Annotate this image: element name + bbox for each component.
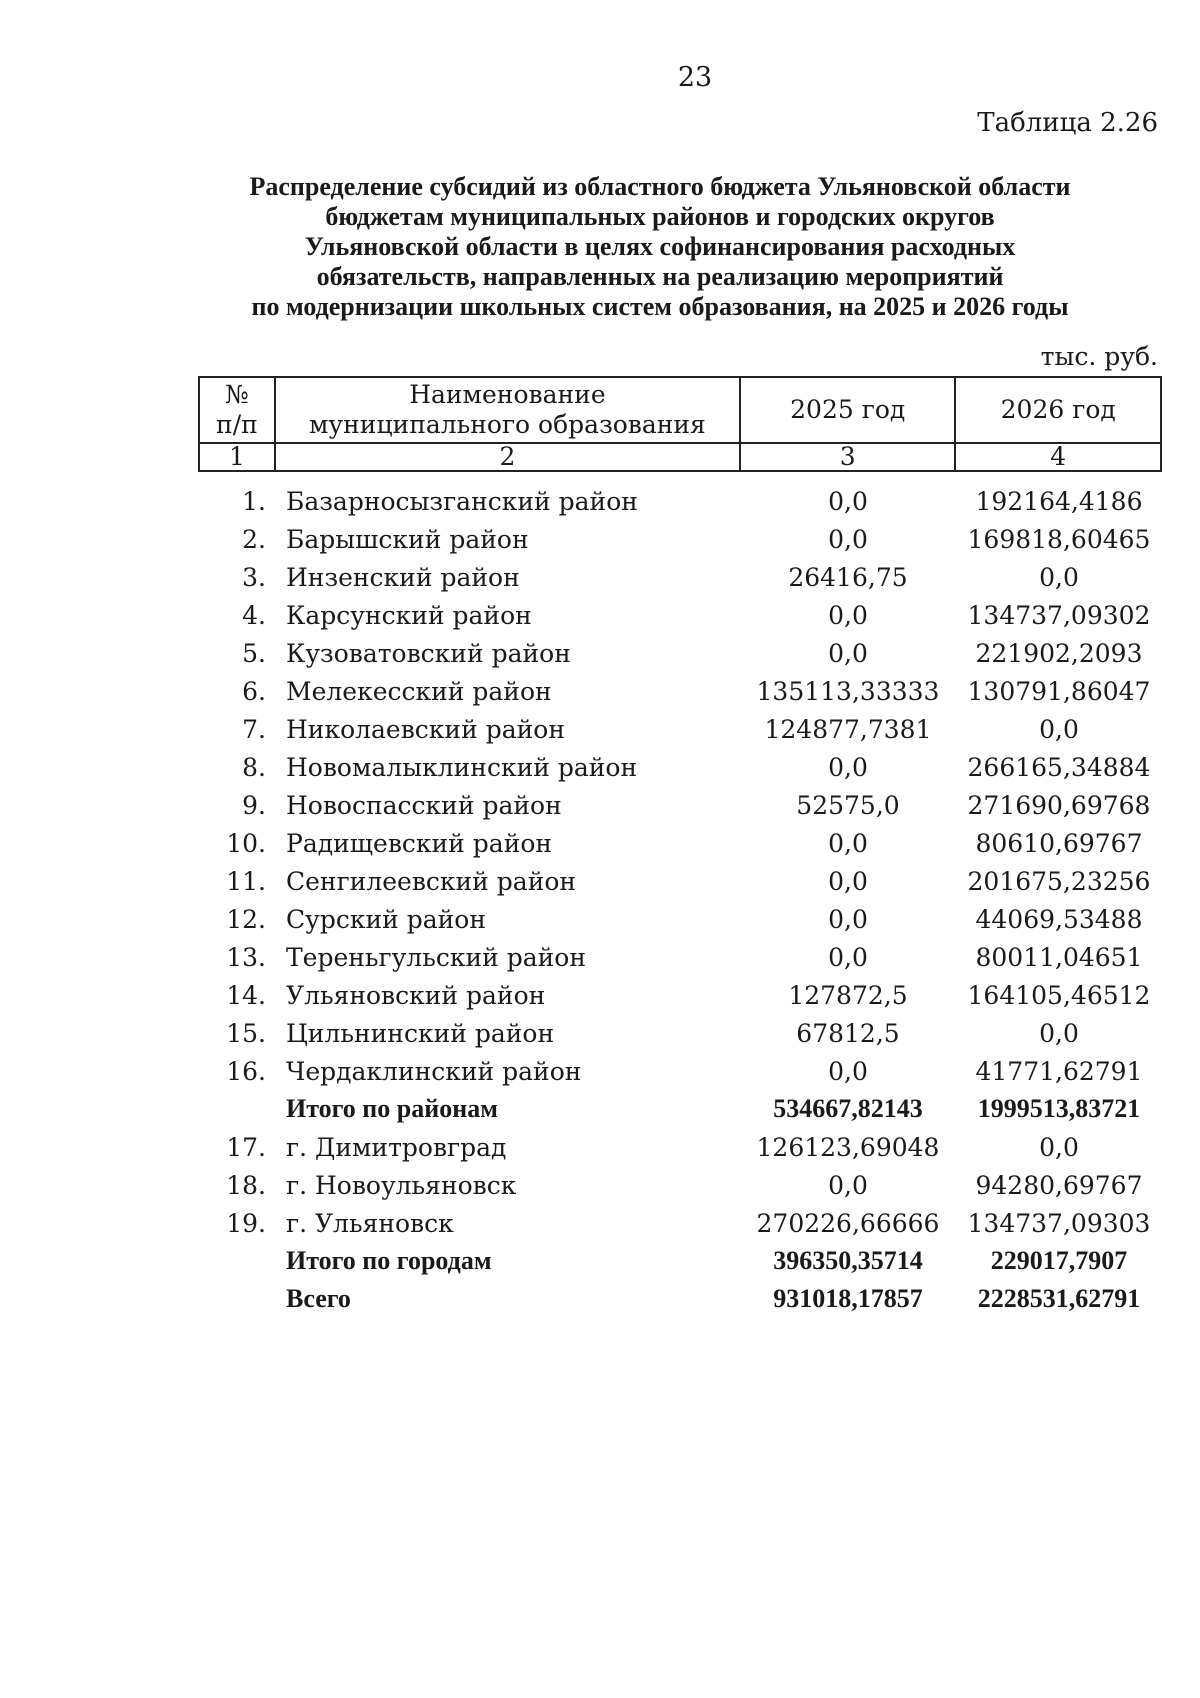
row-value-2026: 169818,60465 [967, 524, 1151, 554]
table-body [198, 482, 1162, 1318]
row-name: Тереньгульский район [286, 942, 587, 972]
table-row [198, 1128, 1162, 1166]
header-2025: 2025 год [740, 377, 955, 443]
row-name: г. Новоульяновск [286, 1170, 517, 1200]
row-number: 7. [242, 714, 266, 744]
table-row [198, 900, 1162, 938]
row-value-2025: 0,0 [828, 600, 868, 630]
table-row [198, 1014, 1162, 1052]
table-row [198, 786, 1162, 824]
row-name: Кузоватовский район [286, 638, 571, 668]
column-index: 2 [275, 443, 740, 471]
row-name: Новоспасский район [286, 790, 562, 820]
row-value-2026: 80610,69767 [975, 828, 1143, 858]
column-index: 3 [740, 443, 955, 471]
row-name: Всего [286, 1284, 351, 1313]
row-value-2026: 192164,4186 [975, 486, 1143, 516]
row-value-2026: 201675,23256 [967, 866, 1151, 896]
table-row [198, 1204, 1162, 1242]
row-number: 5. [242, 638, 266, 668]
header-2026: 2026 год [955, 377, 1161, 443]
row-value-2025: 67812,5 [796, 1018, 900, 1048]
row-value-2025: 396350,35714 [773, 1246, 923, 1275]
row-value-2025: 0,0 [828, 1056, 868, 1086]
row-value-2026: 0,0 [1039, 562, 1079, 592]
row-value-2025: 124877,7381 [764, 714, 932, 744]
table-row [198, 938, 1162, 976]
row-value-2026: 134737,09303 [967, 1208, 1151, 1238]
row-name: Базарносызганский район [286, 486, 638, 516]
row-value-2026: 221902,2093 [975, 638, 1143, 668]
table-row [198, 862, 1162, 900]
row-value-2026: 41771,62791 [975, 1056, 1143, 1086]
row-value-2025: 0,0 [828, 752, 868, 782]
table-row [198, 558, 1162, 596]
row-name: Карсунский район [286, 600, 532, 630]
table-row [198, 672, 1162, 710]
row-value-2025: 0,0 [828, 524, 868, 554]
row-value-2025: 26416,75 [788, 562, 908, 592]
row-value-2026: 80011,04651 [975, 942, 1143, 972]
row-value-2025: 534667,82143 [773, 1094, 923, 1123]
title-line: обязательств, направленных на реализацию мероприятий [316, 262, 1004, 291]
row-value-2025: 0,0 [828, 942, 868, 972]
row-value-2026: 130791,86047 [967, 676, 1151, 706]
row-number: 1. [242, 486, 266, 516]
row-value-2025: 0,0 [828, 828, 868, 858]
document-title [160, 172, 1160, 322]
column-index: 4 [955, 443, 1161, 471]
row-value-2026: 0,0 [1039, 1132, 1079, 1162]
row-value-2025: 0,0 [828, 638, 868, 668]
row-value-2025: 931018,17857 [773, 1284, 923, 1313]
page-number: 23 [677, 62, 713, 93]
total-row [198, 1280, 1162, 1318]
table-header [198, 376, 1162, 472]
table-row [198, 634, 1162, 672]
row-number: 19. [226, 1208, 266, 1238]
table-row [198, 1166, 1162, 1204]
row-number: 4. [242, 600, 266, 630]
table-row [198, 710, 1162, 748]
row-value-2026: 0,0 [1039, 1018, 1079, 1048]
row-value-2026: 1999513,83721 [977, 1094, 1141, 1123]
row-value-2026: 44069,53488 [975, 904, 1143, 934]
row-number: 14. [226, 980, 266, 1010]
row-number: 2. [242, 524, 266, 554]
table-row [198, 482, 1162, 520]
row-value-2025: 270226,66666 [756, 1208, 940, 1238]
row-number: 18. [226, 1170, 266, 1200]
row-value-2025: 52575,0 [796, 790, 900, 820]
header-num: № п/п [199, 377, 275, 443]
row-name: Сурский район [286, 904, 487, 934]
table-row [198, 1052, 1162, 1090]
row-value-2025: 0,0 [828, 486, 868, 516]
table-row [198, 976, 1162, 1014]
row-name: г. Ульяновск [286, 1208, 454, 1238]
row-name: Барышский район [286, 524, 529, 554]
table-row [198, 748, 1162, 786]
title-line: Ульяновской области в целях софинансирования расходных [304, 232, 1016, 261]
row-name: г. Димитровград [286, 1132, 507, 1162]
row-number: 9. [242, 790, 266, 820]
row-value-2026: 271690,69768 [967, 790, 1151, 820]
row-number: 11. [226, 866, 266, 896]
row-value-2025: 126123,69048 [756, 1132, 940, 1162]
row-name: Мелекесский район [286, 676, 552, 706]
row-value-2026: 164105,46512 [967, 980, 1151, 1010]
row-value-2025: 0,0 [828, 904, 868, 934]
table-row [198, 520, 1162, 558]
table-row [198, 596, 1162, 634]
row-name: Чердаклинский район [286, 1056, 582, 1086]
table-label: Таблица 2.26 [977, 108, 1158, 138]
row-number: 17. [226, 1132, 266, 1162]
column-index: 1 [199, 443, 275, 471]
row-number: 6. [242, 676, 266, 706]
row-value-2026: 266165,34884 [967, 752, 1151, 782]
title-line: бюджетам муниципальных районов и городских округов [325, 202, 995, 231]
row-name: Ульяновский район [286, 980, 546, 1010]
row-name: Итого по районам [286, 1094, 498, 1123]
units-label: тыс. руб. [1040, 342, 1158, 371]
row-number: 16. [226, 1056, 266, 1086]
row-name: Николаевский район [286, 714, 565, 744]
row-value-2025: 135113,33333 [756, 676, 940, 706]
row-number: 8. [242, 752, 266, 782]
row-name: Новомалыклинский район [286, 752, 638, 782]
total-row [198, 1242, 1162, 1280]
row-number: 10. [226, 828, 266, 858]
row-name: Сенгилеевский район [286, 866, 577, 896]
row-name: Радищевский район [286, 828, 553, 858]
total-row [198, 1090, 1162, 1128]
row-number: 12. [226, 904, 266, 934]
row-number: 13. [226, 942, 266, 972]
row-name: Инзенский район [286, 562, 520, 592]
row-value-2025: 0,0 [828, 1170, 868, 1200]
row-value-2026: 229017,7907 [990, 1246, 1128, 1275]
row-number: 15. [226, 1018, 266, 1048]
row-number: 3. [242, 562, 266, 592]
row-value-2026: 94280,69767 [975, 1170, 1143, 1200]
row-value-2026: 2228531,62791 [977, 1284, 1141, 1313]
row-name: Итого по городам [286, 1246, 492, 1275]
title-line: Распределение субсидий из областного бюджета Ульяновской области [249, 172, 1071, 201]
title-line: по модернизации школьных систем образования, на 2025 и 2026 годы [251, 292, 1069, 321]
row-value-2025: 127872,5 [788, 980, 908, 1010]
row-value-2025: 0,0 [828, 866, 868, 896]
row-name: Цильнинский район [286, 1018, 555, 1048]
table-row [198, 824, 1162, 862]
row-value-2026: 0,0 [1039, 714, 1079, 744]
row-value-2026: 134737,09302 [967, 600, 1151, 630]
header-name: Наименование муниципального образования [275, 377, 740, 443]
